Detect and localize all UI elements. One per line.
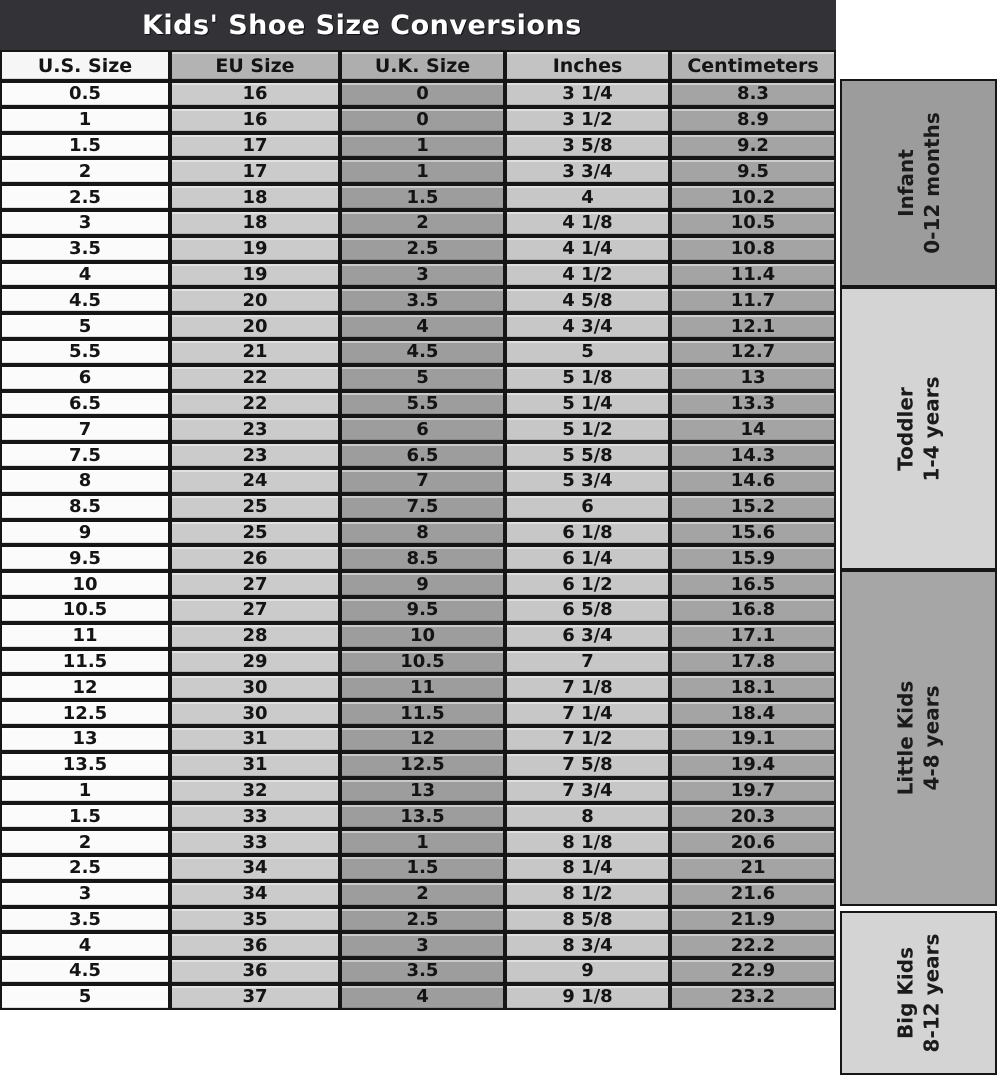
cell-centimeters: 8.3 bbox=[670, 81, 836, 107]
cell-us-size: 2.5 bbox=[0, 855, 170, 881]
cell-uk-size: 9 bbox=[340, 571, 505, 597]
cell-centimeters: 22.9 bbox=[670, 958, 836, 984]
cell-eu-size: 22 bbox=[170, 365, 340, 391]
age-group-infant bbox=[840, 79, 997, 287]
cell-eu-size: 16 bbox=[170, 81, 340, 107]
cell-centimeters: 12.1 bbox=[670, 313, 836, 339]
cell-uk-size: 7.5 bbox=[340, 494, 505, 520]
cell-uk-size: 2.5 bbox=[340, 907, 505, 933]
cell-uk-size: 10 bbox=[340, 623, 505, 649]
cell-uk-size: 1 bbox=[340, 158, 505, 184]
cell-eu-size: 23 bbox=[170, 442, 340, 468]
table-body bbox=[0, 81, 836, 1010]
table-row bbox=[0, 416, 836, 442]
table-row bbox=[0, 313, 836, 339]
cell-inches: 4 1/2 bbox=[505, 262, 670, 288]
age-group-name: Little Kids bbox=[893, 680, 918, 796]
column-header-uk-size: U.K. Size bbox=[340, 50, 505, 81]
cell-eu-size: 17 bbox=[170, 133, 340, 159]
cell-us-size: 1 bbox=[0, 107, 170, 133]
cell-inches: 7 1/2 bbox=[505, 726, 670, 752]
cell-uk-size: 1 bbox=[340, 829, 505, 855]
age-group-toddler bbox=[840, 287, 997, 570]
cell-us-size: 10.5 bbox=[0, 597, 170, 623]
table-row bbox=[0, 571, 836, 597]
cell-inches: 7 1/4 bbox=[505, 700, 670, 726]
age-group-range: 0-12 months bbox=[919, 112, 944, 254]
cell-uk-size: 7 bbox=[340, 468, 505, 494]
cell-eu-size: 25 bbox=[170, 494, 340, 520]
cell-inches: 8 1/2 bbox=[505, 881, 670, 907]
cell-eu-size: 30 bbox=[170, 700, 340, 726]
table-row bbox=[0, 649, 836, 675]
cell-uk-size: 3.5 bbox=[340, 287, 505, 313]
cell-us-size: 1.5 bbox=[0, 133, 170, 159]
cell-centimeters: 11.4 bbox=[670, 262, 836, 288]
cell-inches: 4 bbox=[505, 184, 670, 210]
cell-inches: 6 5/8 bbox=[505, 597, 670, 623]
age-group-label bbox=[893, 376, 945, 481]
table-row bbox=[0, 158, 836, 184]
table-row bbox=[0, 81, 836, 107]
cell-inches: 3 1/4 bbox=[505, 81, 670, 107]
table-row bbox=[0, 365, 836, 391]
cell-centimeters: 21.6 bbox=[670, 881, 836, 907]
cell-centimeters: 23.2 bbox=[670, 984, 836, 1010]
cell-eu-size: 16 bbox=[170, 107, 340, 133]
cell-us-size: 3.5 bbox=[0, 236, 170, 262]
cell-eu-size: 18 bbox=[170, 210, 340, 236]
cell-uk-size: 5 bbox=[340, 365, 505, 391]
table-row bbox=[0, 210, 836, 236]
table-row bbox=[0, 494, 836, 520]
cell-inches: 6 3/4 bbox=[505, 623, 670, 649]
cell-us-size: 0.5 bbox=[0, 81, 170, 107]
cell-centimeters: 10.2 bbox=[670, 184, 836, 210]
table-row bbox=[0, 236, 836, 262]
table-row bbox=[0, 726, 836, 752]
cell-us-size: 4 bbox=[0, 932, 170, 958]
age-group-range: 4-8 years bbox=[919, 685, 944, 791]
cell-inches: 9 bbox=[505, 958, 670, 984]
cell-eu-size: 27 bbox=[170, 597, 340, 623]
table-row bbox=[0, 674, 836, 700]
cell-eu-size: 32 bbox=[170, 778, 340, 804]
cell-centimeters: 17.8 bbox=[670, 649, 836, 675]
table-row bbox=[0, 803, 836, 829]
cell-centimeters: 8.9 bbox=[670, 107, 836, 133]
cell-inches: 7 3/4 bbox=[505, 778, 670, 804]
cell-us-size: 12 bbox=[0, 674, 170, 700]
cell-uk-size: 12.5 bbox=[340, 752, 505, 778]
cell-eu-size: 36 bbox=[170, 958, 340, 984]
cell-inches: 5 3/4 bbox=[505, 468, 670, 494]
cell-uk-size: 1 bbox=[340, 133, 505, 159]
cell-inches: 4 5/8 bbox=[505, 287, 670, 313]
age-group-range: 8-12 years bbox=[919, 933, 944, 1053]
cell-eu-size: 31 bbox=[170, 752, 340, 778]
cell-eu-size: 18 bbox=[170, 184, 340, 210]
cell-inches: 6 bbox=[505, 494, 670, 520]
age-group-little-kids bbox=[840, 570, 997, 906]
cell-us-size: 4.5 bbox=[0, 958, 170, 984]
cell-centimeters: 10.8 bbox=[670, 236, 836, 262]
cell-us-size: 13 bbox=[0, 726, 170, 752]
table-row bbox=[0, 262, 836, 288]
cell-inches: 4 1/8 bbox=[505, 210, 670, 236]
cell-eu-size: 24 bbox=[170, 468, 340, 494]
cell-uk-size: 3 bbox=[340, 932, 505, 958]
table-row bbox=[0, 752, 836, 778]
cell-us-size: 4 bbox=[0, 262, 170, 288]
cell-eu-size: 34 bbox=[170, 855, 340, 881]
cell-us-size: 7 bbox=[0, 416, 170, 442]
cell-eu-size: 19 bbox=[170, 262, 340, 288]
cell-centimeters: 13 bbox=[670, 365, 836, 391]
cell-eu-size: 30 bbox=[170, 674, 340, 700]
cell-centimeters: 21 bbox=[670, 855, 836, 881]
cell-centimeters: 15.9 bbox=[670, 545, 836, 571]
cell-inches: 6 1/4 bbox=[505, 545, 670, 571]
cell-uk-size: 5.5 bbox=[340, 391, 505, 417]
cell-us-size: 2 bbox=[0, 829, 170, 855]
cell-us-size: 1 bbox=[0, 778, 170, 804]
table-row bbox=[0, 545, 836, 571]
table-row bbox=[0, 778, 836, 804]
cell-inches: 8 1/8 bbox=[505, 829, 670, 855]
cell-eu-size: 37 bbox=[170, 984, 340, 1010]
cell-eu-size: 20 bbox=[170, 287, 340, 313]
table-row bbox=[0, 829, 836, 855]
cell-uk-size: 1.5 bbox=[340, 184, 505, 210]
cell-eu-size: 21 bbox=[170, 339, 340, 365]
cell-uk-size: 11.5 bbox=[340, 700, 505, 726]
cell-inches: 5 5/8 bbox=[505, 442, 670, 468]
size-conversion-table bbox=[0, 50, 836, 1010]
cell-us-size: 11 bbox=[0, 623, 170, 649]
cell-eu-size: 33 bbox=[170, 829, 340, 855]
column-header-us-size: U.S. Size bbox=[0, 50, 170, 81]
age-group-big-kids bbox=[840, 911, 997, 1075]
cell-uk-size: 2 bbox=[340, 881, 505, 907]
column-header-eu-size: EU Size bbox=[170, 50, 340, 81]
cell-eu-size: 33 bbox=[170, 803, 340, 829]
cell-us-size: 3.5 bbox=[0, 907, 170, 933]
table-row bbox=[0, 881, 836, 907]
cell-inches: 6 1/8 bbox=[505, 520, 670, 546]
age-group-name: Big Kids bbox=[893, 947, 918, 1039]
cell-eu-size: 27 bbox=[170, 571, 340, 597]
cell-us-size: 7.5 bbox=[0, 442, 170, 468]
cell-us-size: 5 bbox=[0, 984, 170, 1010]
cell-inches: 5 1/8 bbox=[505, 365, 670, 391]
cell-centimeters: 15.2 bbox=[670, 494, 836, 520]
cell-eu-size: 26 bbox=[170, 545, 340, 571]
cell-eu-size: 23 bbox=[170, 416, 340, 442]
cell-centimeters: 16.8 bbox=[670, 597, 836, 623]
cell-centimeters: 18.4 bbox=[670, 700, 836, 726]
table-row bbox=[0, 520, 836, 546]
cell-centimeters: 15.6 bbox=[670, 520, 836, 546]
cell-eu-size: 25 bbox=[170, 520, 340, 546]
cell-us-size: 6.5 bbox=[0, 391, 170, 417]
cell-inches: 6 1/2 bbox=[505, 571, 670, 597]
cell-eu-size: 36 bbox=[170, 932, 340, 958]
cell-inches: 3 1/2 bbox=[505, 107, 670, 133]
cell-centimeters: 22.2 bbox=[670, 932, 836, 958]
table-row bbox=[0, 597, 836, 623]
cell-centimeters: 14.6 bbox=[670, 468, 836, 494]
age-group-label bbox=[893, 681, 945, 796]
cell-uk-size: 1.5 bbox=[340, 855, 505, 881]
table-row bbox=[0, 984, 836, 1010]
cell-uk-size: 8.5 bbox=[340, 545, 505, 571]
cell-uk-size: 9.5 bbox=[340, 597, 505, 623]
cell-inches: 5 1/4 bbox=[505, 391, 670, 417]
cell-us-size: 8 bbox=[0, 468, 170, 494]
cell-us-size: 11.5 bbox=[0, 649, 170, 675]
cell-us-size: 6 bbox=[0, 365, 170, 391]
page-title: Kids' Shoe Size Conversions bbox=[142, 9, 582, 41]
cell-us-size: 2 bbox=[0, 158, 170, 184]
cell-inches: 8 bbox=[505, 803, 670, 829]
cell-centimeters: 20.6 bbox=[670, 829, 836, 855]
title-bar bbox=[0, 0, 836, 50]
cell-inches: 7 bbox=[505, 649, 670, 675]
cell-eu-size: 29 bbox=[170, 649, 340, 675]
column-header-centimeters: Centimeters bbox=[670, 50, 836, 81]
cell-inches: 7 1/8 bbox=[505, 674, 670, 700]
cell-uk-size: 6.5 bbox=[340, 442, 505, 468]
cell-centimeters: 19.7 bbox=[670, 778, 836, 804]
table-row bbox=[0, 855, 836, 881]
cell-us-size: 5.5 bbox=[0, 339, 170, 365]
cell-uk-size: 2 bbox=[340, 210, 505, 236]
age-group-label bbox=[892, 934, 944, 1053]
cell-inches: 5 bbox=[505, 339, 670, 365]
table-row bbox=[0, 907, 836, 933]
table-row bbox=[0, 107, 836, 133]
cell-us-size: 2.5 bbox=[0, 184, 170, 210]
cell-us-size: 9 bbox=[0, 520, 170, 546]
table-row bbox=[0, 391, 836, 417]
cell-us-size: 8.5 bbox=[0, 494, 170, 520]
cell-centimeters: 17.1 bbox=[670, 623, 836, 649]
header-row bbox=[0, 50, 836, 81]
cell-eu-size: 17 bbox=[170, 158, 340, 184]
cell-centimeters: 19.4 bbox=[670, 752, 836, 778]
cell-inches: 8 5/8 bbox=[505, 907, 670, 933]
cell-us-size: 9.5 bbox=[0, 545, 170, 571]
cell-centimeters: 13.3 bbox=[670, 391, 836, 417]
table-row bbox=[0, 623, 836, 649]
cell-uk-size: 4 bbox=[340, 313, 505, 339]
cell-centimeters: 21.9 bbox=[670, 907, 836, 933]
cell-eu-size: 20 bbox=[170, 313, 340, 339]
cell-us-size: 10 bbox=[0, 571, 170, 597]
table-row bbox=[0, 184, 836, 210]
cell-us-size: 13.5 bbox=[0, 752, 170, 778]
cell-inches: 4 1/4 bbox=[505, 236, 670, 262]
table-row bbox=[0, 287, 836, 313]
cell-uk-size: 4.5 bbox=[340, 339, 505, 365]
cell-us-size: 4.5 bbox=[0, 287, 170, 313]
column-header-inches: Inches bbox=[505, 50, 670, 81]
cell-uk-size: 13 bbox=[340, 778, 505, 804]
cell-centimeters: 12.7 bbox=[670, 339, 836, 365]
cell-eu-size: 22 bbox=[170, 391, 340, 417]
cell-us-size: 5 bbox=[0, 313, 170, 339]
cell-inches: 7 5/8 bbox=[505, 752, 670, 778]
cell-centimeters: 14 bbox=[670, 416, 836, 442]
cell-centimeters: 14.3 bbox=[670, 442, 836, 468]
table-row bbox=[0, 442, 836, 468]
table-row bbox=[0, 133, 836, 159]
age-group-range: 1-4 years bbox=[919, 376, 944, 481]
cell-centimeters: 9.2 bbox=[670, 133, 836, 159]
cell-centimeters: 18.1 bbox=[670, 674, 836, 700]
table-row bbox=[0, 932, 836, 958]
cell-centimeters: 11.7 bbox=[670, 287, 836, 313]
cell-eu-size: 19 bbox=[170, 236, 340, 262]
cell-uk-size: 0 bbox=[340, 107, 505, 133]
cell-eu-size: 35 bbox=[170, 907, 340, 933]
cell-centimeters: 9.5 bbox=[670, 158, 836, 184]
cell-uk-size: 3 bbox=[340, 262, 505, 288]
cell-centimeters: 19.1 bbox=[670, 726, 836, 752]
table-row bbox=[0, 958, 836, 984]
cell-inches: 9 1/8 bbox=[505, 984, 670, 1010]
cell-uk-size: 13.5 bbox=[340, 803, 505, 829]
cell-uk-size: 11 bbox=[340, 674, 505, 700]
table-row bbox=[0, 339, 836, 365]
age-group-name: Toddler bbox=[893, 386, 918, 471]
cell-inches: 3 3/4 bbox=[505, 158, 670, 184]
cell-inches: 8 1/4 bbox=[505, 855, 670, 881]
cell-eu-size: 34 bbox=[170, 881, 340, 907]
age-group-label bbox=[892, 112, 944, 254]
table-row bbox=[0, 468, 836, 494]
cell-us-size: 3 bbox=[0, 210, 170, 236]
cell-uk-size: 10.5 bbox=[340, 649, 505, 675]
cell-inches: 4 3/4 bbox=[505, 313, 670, 339]
cell-eu-size: 31 bbox=[170, 726, 340, 752]
cell-centimeters: 20.3 bbox=[670, 803, 836, 829]
cell-inches: 3 5/8 bbox=[505, 133, 670, 159]
table-header bbox=[0, 50, 836, 81]
cell-eu-size: 28 bbox=[170, 623, 340, 649]
cell-uk-size: 8 bbox=[340, 520, 505, 546]
cell-centimeters: 10.5 bbox=[670, 210, 836, 236]
cell-us-size: 12.5 bbox=[0, 700, 170, 726]
age-group-name: Infant bbox=[893, 149, 918, 217]
table-row bbox=[0, 700, 836, 726]
cell-uk-size: 0 bbox=[340, 81, 505, 107]
cell-uk-size: 6 bbox=[340, 416, 505, 442]
cell-us-size: 3 bbox=[0, 881, 170, 907]
cell-uk-size: 3.5 bbox=[340, 958, 505, 984]
cell-uk-size: 12 bbox=[340, 726, 505, 752]
cell-inches: 5 1/2 bbox=[505, 416, 670, 442]
cell-us-size: 1.5 bbox=[0, 803, 170, 829]
cell-inches: 8 3/4 bbox=[505, 932, 670, 958]
cell-centimeters: 16.5 bbox=[670, 571, 836, 597]
cell-uk-size: 4 bbox=[340, 984, 505, 1010]
cell-uk-size: 2.5 bbox=[340, 236, 505, 262]
